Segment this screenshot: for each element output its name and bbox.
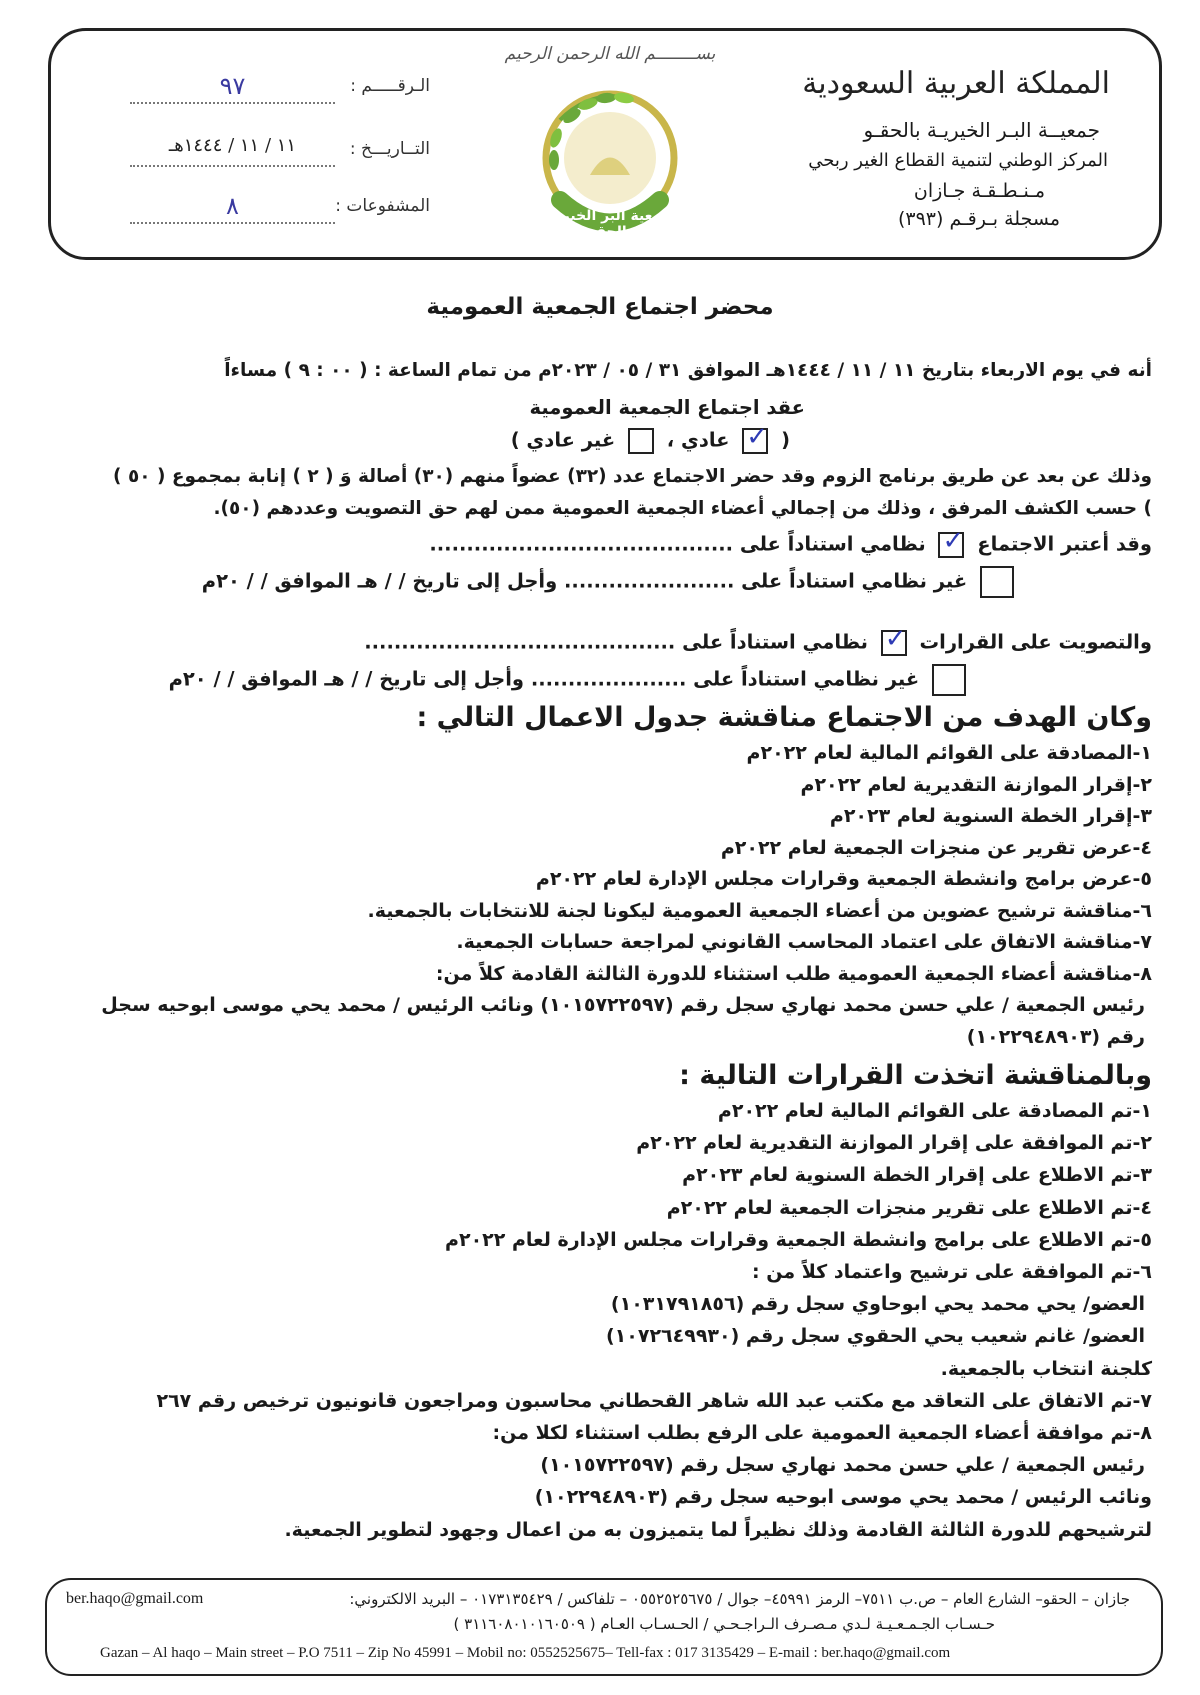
logo-text: جمعية البر الخيرية بالحقو xyxy=(547,208,673,240)
footer-bank-line: حـسـاب الجـمـعـيـة لـدي مـصـرف الـراجـحـي / الحـسـاب العـام ( ٣١١٦٠٨٠١٠١٦٠٥٠٩ ) xyxy=(453,1615,995,1633)
footer-contact-text: جازان – الحقو– الشارع العام – ص.ب ٧٥١١– الرمز ٤٥٩٩١– جوال / ٠٥٥٢٥٢٥٦٧٥ – تلفاكس / ٠١٧٣١٣٥٤٢٩ – البريد الالكتروني: xyxy=(349,1590,1130,1608)
decision-item: رئيس الجمعية / علي حسن محمد نهاري سجل رقم (١٠١٥٧٢٢٥٩٧) xyxy=(540,1454,1145,1477)
center-name: المركز الوطني لتنمية القطاع الغير ربحي xyxy=(808,150,1108,171)
agenda-heading: وكان الهدف من الاجتماع مناقشة جدول الاعمال التالي : xyxy=(416,702,1152,733)
meeting-invalid-text: غير نظامي استناداً على ....................... وأجل إلى تاريخ / / هـ الموافق / / ٢٠م xyxy=(201,569,968,593)
agenda-item: ١-المصادقة على القوائم المالية لعام ٢٠٢٢م xyxy=(746,742,1152,764)
agenda-item: ٥-عرض برامج وانشطة الجمعية وقرارات مجلس الإدارة لعام ٢٠٢٢م xyxy=(535,868,1152,890)
decision-item: ٦-تم الموافقة على ترشيح واعتماد كلاً من : xyxy=(752,1261,1152,1283)
agenda-item: ٢-إقرار الموازنة التقديرية لعام ٢٠٢٢م xyxy=(800,773,1152,796)
decision-item: العضو/ غانم شعيب يحي الحقوي سجل رقم (١٠٧٢٦٤٩٩٣٠) xyxy=(605,1325,1145,1348)
decisions-heading: وبالمناقشة اتخذت القرارات التالية : xyxy=(679,1060,1152,1091)
vote-valid-rest: نظامي استناداً على .......................................... xyxy=(364,630,868,654)
date-field xyxy=(130,135,430,169)
kingdom-name: المملكة العربية السعودية xyxy=(802,66,1110,101)
meeting-type-line: ( ✓ عادي ، غير عادي ) xyxy=(510,422,790,452)
attachments-field xyxy=(130,192,430,226)
vote-invalid-text: غير نظامي استناداً على ..................... وأجل إلى تاريخ / / هـ الموافق / / ٢٠م xyxy=(168,667,920,691)
reference-number-field xyxy=(130,72,430,106)
regular-option-label: عادي ، xyxy=(666,428,730,452)
meeting-invalid-checkbox xyxy=(980,566,1014,598)
decision-item: لترشيحهم للدورة الثالثة القادمة وذلك نظيراً لما يتميزون به من اعمال وجهود لتطوير الجمعية. xyxy=(284,1518,1152,1541)
decision-item: العضو/ يحي محمد يحي ابوحاوي سجل رقم (١٠٣١٧٩١٨٥٦) xyxy=(610,1293,1145,1316)
meeting-held-line: عقد اجتماع الجمعية العمومية xyxy=(529,396,805,419)
vote-valid-line xyxy=(45,624,1152,656)
regular-checkbox xyxy=(742,422,769,454)
decision-item: ونائب الرئيس / محمد يحي موسى ابوحيه سجل رقم (١٠٢٢٩٤٨٩٠٣) xyxy=(534,1486,1152,1509)
decision-item: ٥-تم الاطلاع على برامج وانشطة الجمعية وقرارات مجلس الإدارة لعام ٢٠٢٢م xyxy=(445,1228,1152,1251)
agenda-item: ٦-مناقشة ترشيح عضوين من أعضاء الجمعية العمومية ليكونا لجنة للانتخابات بالجمعية. xyxy=(367,899,1152,922)
decision-item: ١-تم المصادقة على القوائم المالية لعام ٢٠٢٢م xyxy=(717,1100,1152,1122)
agenda-item: ٧-مناقشة الاتفاق على اعتماد المحاسب القانوني لمراجعة حسابات الجمعية. xyxy=(456,931,1152,953)
meeting-valid-line xyxy=(45,526,1152,558)
attendance-line: وذلك عن بعد عن طريق برنامج الزوم وقد حضر الاجتماع عدد (٣٢) عضواً منهم (٣٠) أصالة وَ ( ٢ ) إنابة بمجموع ( ٥٠ ) xyxy=(113,466,1152,487)
decision-item: ٤-تم الاطلاع على تقرير منجزات الجمعية لعام ٢٠٢٢م xyxy=(666,1196,1152,1219)
vote-invalid-line xyxy=(45,664,972,696)
check-mark-icon: ✓ xyxy=(884,624,907,654)
basmala: بســــــــم الله الرحمن الرحيم xyxy=(504,44,716,64)
decision-item: ٧-تم الاتفاق على التعاقد مع مكتب عبد الله شاهر القحطاني محاسبون ومراجعون قانونيون ترخيص رقم ٢٦٧ xyxy=(156,1389,1152,1412)
org-name: جمعيــة البـر الخيريـة بالحقـو xyxy=(863,118,1100,142)
agenda-item: رئيس الجمعية / علي حسن محمد نهاري سجل رقم (١٠١٥٧٢٢٥٩٧) ونائب الرئيس / محمد يحي موسى ابوحيه سجل xyxy=(101,994,1145,1016)
reference-number-label: الـرقـــــم : xyxy=(350,76,430,96)
decision-item: ٢-تم الموافقة على إقرار الموازنة التقديرية لعام ٢٠٢٢م xyxy=(636,1132,1152,1155)
attendance-detail-line: ) حسب الكشف المرفق ، وذلك من إجمالي أعضاء الجمعية العمومية ممن لهم حق التصويت وعددهم (٥٠). xyxy=(213,498,1152,519)
check-mark-icon: ✓ xyxy=(746,422,769,452)
agenda-item: ٨-مناقشة أعضاء الجمعية العمومية طلب استثناء للدورة الثالثة القادمة كلاً من: xyxy=(435,962,1152,985)
document-title: محضر اجتماع الجمعية العمومية xyxy=(426,294,774,320)
date-label: التــاريـــخ : xyxy=(349,139,430,159)
meeting-invalid-line xyxy=(45,566,1020,598)
check-mark-icon: ✓ xyxy=(942,526,965,556)
region-name: مـنـطـقـة جـازان xyxy=(913,180,1045,202)
agenda-item: ٤-عرض تقرير عن منجزات الجمعية لعام ٢٠٢٢م xyxy=(720,836,1152,859)
footer-english-line: Gazan – Al haqo – Main street – P.O 7511 – Zip No 45991 – Mobil no: 0552525675– Tell-fax : 017 3135429 – E-mail : ber.haqo@gmail.com xyxy=(100,1645,951,1661)
date-value: ١١ / ١١ / ١٤٤٤هـ xyxy=(130,135,335,167)
decision-item: ٨-تم موافقة أعضاء الجمعية العمومية على الرفع بطلب استثناء لكلا من: xyxy=(492,1422,1152,1444)
attachments-value: ٨ xyxy=(130,192,335,224)
registration-number: مسجلة بـرقـم (٣٩٣) xyxy=(897,208,1060,230)
meeting-valid-rest: نظامي استناداً على ......................................... xyxy=(429,532,926,556)
reference-number-value: ٩٧ xyxy=(130,72,335,104)
decision-item: ٣-تم الاطلاع على إقرار الخطة السنوية لعام ٢٠٢٣م xyxy=(682,1164,1152,1187)
vote-invalid-checkbox xyxy=(932,664,966,696)
organization-logo xyxy=(520,80,700,250)
irregular-option-label: غير عادي ) xyxy=(510,428,616,452)
agenda-item: ٣-إقرار الخطة السنوية لعام ٢٠٢٣م xyxy=(829,805,1152,827)
agenda-item: رقم (١٠٢٢٩٤٨٩٠٣) xyxy=(966,1025,1145,1048)
footer-contact-line xyxy=(349,1590,1130,1608)
meeting-intro-line: أنه في يوم الاربعاء بتاريخ ١١ / ١١ / ١٤٤٤هـ الموافق ٣١ / ٠٥ / ٢٠٢٣م من تمام الساعة : ( ٠٠ : ٩ ) مساءاً xyxy=(224,360,1152,381)
vote-valid-checkbox xyxy=(881,624,907,656)
attachments-label: المشفوعات : xyxy=(335,196,430,216)
irregular-checkbox xyxy=(628,428,654,454)
decision-item: كلجنة انتخاب بالجمعية. xyxy=(940,1357,1152,1380)
vote-valid-label: والتصويت على القرارات xyxy=(919,630,1152,654)
meeting-valid-label: وقد أعتبر الاجتماع xyxy=(977,532,1152,556)
meeting-valid-checkbox xyxy=(938,526,965,558)
footer-email: ber.haqo@gmail.com xyxy=(66,1590,204,1607)
